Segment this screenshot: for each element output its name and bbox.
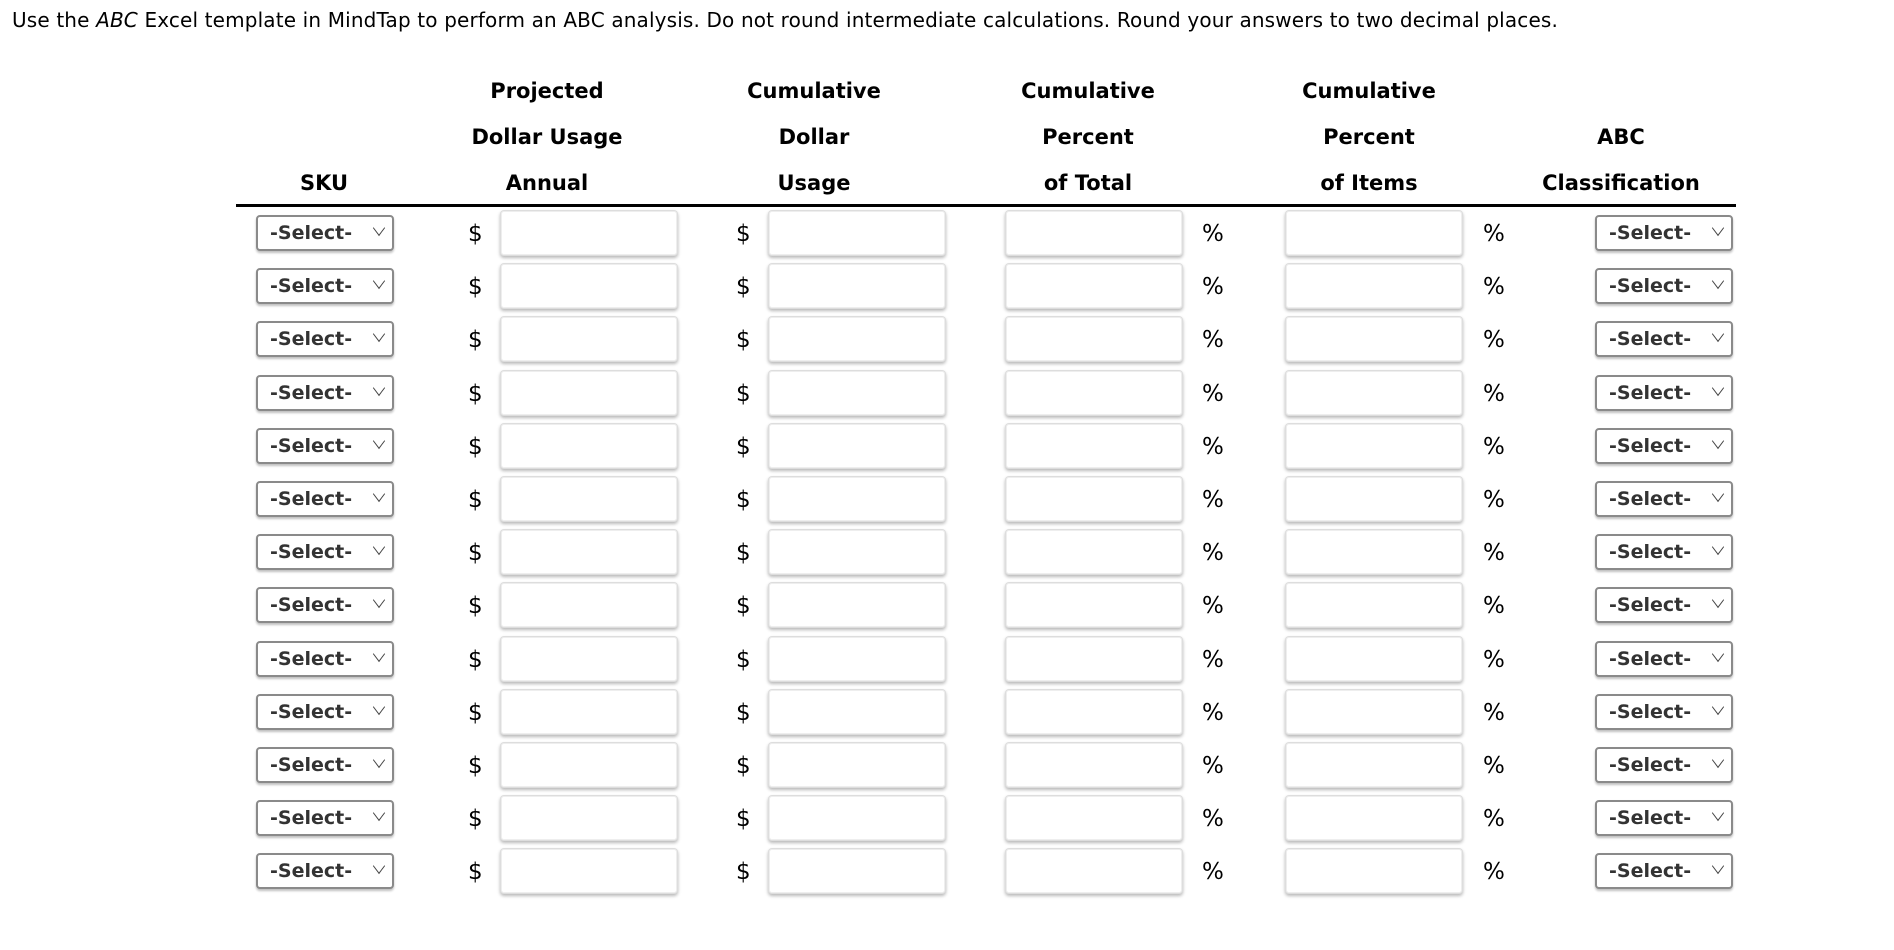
abc-classification-select[interactable] [1595, 587, 1733, 623]
sku-select[interactable] [256, 694, 394, 730]
abc-select-value: -Select- [1609, 860, 1692, 883]
sku-select[interactable] [256, 481, 394, 517]
sku-select-value: -Select- [270, 594, 353, 617]
dollar-sign: $ [736, 380, 751, 407]
table-row [0, 643, 1894, 696]
chevron-down-icon [1712, 539, 1724, 555]
dollar-sign: $ [468, 327, 483, 354]
sku-select[interactable] [256, 641, 394, 677]
projected-dollar-usage-input[interactable] [500, 795, 678, 841]
sku-select[interactable] [256, 534, 394, 570]
sku-select-value: -Select- [270, 541, 353, 564]
cumulative-percent-total-input[interactable] [1005, 210, 1183, 256]
instructions [12, 8, 1558, 32]
percent-sign: % [1483, 274, 1505, 301]
cumulative-dollar-usage-input[interactable] [768, 848, 946, 894]
table-row [0, 855, 1894, 908]
percent-sign: % [1483, 380, 1505, 407]
percent-sign: % [1202, 540, 1224, 567]
dollar-sign: $ [736, 646, 751, 673]
percent-sign: % [1202, 593, 1224, 620]
cumulative-dollar-usage-input[interactable] [768, 529, 946, 575]
percent-sign: % [1202, 699, 1224, 726]
sku-select-value: -Select- [270, 222, 353, 244]
abc-classification-select[interactable] [1595, 428, 1733, 464]
cumulative-dollar-usage-input[interactable] [768, 423, 946, 469]
projected-dollar-usage-input[interactable] [500, 582, 678, 628]
cumulative-percent-total-input[interactable] [1005, 370, 1183, 416]
percent-sign: % [1202, 806, 1224, 833]
sku-select-value: -Select- [270, 381, 353, 404]
sku-select[interactable] [256, 428, 394, 464]
dollar-sign: $ [736, 540, 751, 567]
abc-classification-select[interactable] [1595, 747, 1733, 783]
header-line: Dollar [778, 125, 850, 149]
dollar-sign: $ [736, 433, 751, 460]
projected-dollar-usage-input[interactable] [500, 529, 678, 575]
cumulative-dollar-usage-input[interactable] [768, 689, 946, 735]
instructions-text: Use the [12, 8, 97, 32]
chevron-down-icon [1712, 752, 1724, 768]
percent-sign: % [1483, 646, 1505, 673]
chevron-down-icon [373, 220, 385, 236]
sku-select-value: -Select- [270, 647, 353, 670]
table-row [0, 377, 1894, 430]
abc-classification-select[interactable] [1595, 375, 1733, 411]
dollar-sign: $ [468, 753, 483, 779]
chevron-down-icon [1712, 486, 1724, 502]
dollar-sign: $ [468, 699, 483, 726]
chevron-down-icon [373, 486, 385, 502]
header-line: Annual [505, 171, 589, 195]
header-line: of Total [1043, 171, 1133, 195]
sku-select-value: -Select- [270, 434, 353, 457]
abc-classification-select[interactable] [1595, 641, 1733, 677]
sku-select-value: -Select- [270, 275, 353, 298]
cumulative-dollar-usage-input[interactable] [768, 476, 946, 522]
dollar-sign: $ [468, 380, 483, 407]
percent-sign: % [1202, 859, 1224, 886]
sku-select[interactable] [256, 587, 394, 623]
projected-dollar-usage-input[interactable] [500, 263, 678, 309]
dollar-sign: $ [468, 221, 483, 247]
sku-select-value: -Select- [270, 807, 353, 830]
cumulative-percent-items-input[interactable] [1285, 423, 1463, 469]
chevron-down-icon [1712, 699, 1724, 715]
projected-dollar-usage-input[interactable] [500, 636, 678, 682]
chevron-down-icon [373, 646, 385, 662]
chevron-down-icon [1712, 220, 1724, 236]
percent-sign: % [1202, 646, 1224, 673]
dollar-sign: $ [736, 806, 751, 833]
cumulative-percent-items-input[interactable] [1285, 370, 1463, 416]
percent-sign: % [1483, 433, 1505, 460]
dollar-sign: $ [468, 806, 483, 833]
instructions-emphasis: ABC [96, 8, 138, 32]
cumulative-percent-items-input[interactable] [1285, 689, 1463, 735]
header-divider [236, 204, 1736, 207]
instructions-text: Excel template in MindTap to perform an ABC analysis. Do not round intermediate calculations. Round your answers to two decimal places. [137, 8, 1558, 32]
abc-select-value: -Select- [1609, 700, 1692, 723]
abc-select-value: -Select- [1609, 647, 1692, 670]
cumulative-percent-items-input[interactable] [1285, 210, 1463, 256]
chevron-down-icon [373, 380, 385, 396]
percent-sign: % [1483, 540, 1505, 567]
sku-select-value: -Select- [270, 700, 353, 723]
header-line: ABC [1597, 125, 1645, 149]
cumulative-percent-items-input[interactable] [1285, 476, 1463, 522]
percent-sign: % [1483, 487, 1505, 513]
projected-dollar-usage-input[interactable] [500, 848, 678, 894]
cumulative-percent-total-input[interactable] [1005, 263, 1183, 309]
table-row [0, 749, 1894, 802]
dollar-sign: $ [468, 646, 483, 673]
cumulative-dollar-usage-input[interactable] [768, 582, 946, 628]
header-line: Usage [777, 171, 851, 195]
dollar-sign: $ [468, 487, 483, 513]
header-line: Classification [1542, 171, 1700, 195]
cumulative-percent-total-input[interactable] [1005, 689, 1183, 735]
projected-dollar-usage-input[interactable] [500, 689, 678, 735]
abc-classification-select[interactable] [1595, 534, 1733, 570]
header-line: Percent [1323, 125, 1415, 149]
cumulative-percent-total-input[interactable] [1005, 636, 1183, 682]
percent-sign: % [1483, 806, 1505, 833]
percent-sign: % [1202, 380, 1224, 407]
projected-dollar-usage-input[interactable] [500, 423, 678, 469]
header-projected-dollar-usage [417, 68, 677, 206]
percent-sign: % [1483, 753, 1505, 779]
chevron-down-icon [1712, 273, 1724, 289]
sku-select[interactable] [256, 375, 394, 411]
dollar-sign: $ [736, 221, 751, 247]
cumulative-dollar-usage-input[interactable] [768, 742, 946, 788]
abc-classification-select[interactable] [1595, 321, 1733, 357]
table-row [0, 589, 1894, 642]
cumulative-percent-items-input[interactable] [1285, 263, 1463, 309]
cumulative-percent-total-input[interactable] [1005, 476, 1183, 522]
table-row [0, 536, 1894, 589]
chevron-down-icon [373, 699, 385, 715]
table-row [0, 802, 1894, 855]
chevron-down-icon [1712, 858, 1724, 874]
abc-select-value: -Select- [1609, 807, 1692, 830]
chevron-down-icon [1712, 380, 1724, 396]
header-line [1491, 68, 1751, 114]
cumulative-percent-items-input[interactable] [1285, 742, 1463, 788]
chevron-down-icon [373, 433, 385, 449]
table-row [0, 483, 1894, 536]
cumulative-percent-items-input[interactable] [1285, 848, 1463, 894]
header-line: Cumulative [1021, 79, 1155, 103]
cumulative-dollar-usage-input[interactable] [768, 370, 946, 416]
projected-dollar-usage-input[interactable] [500, 476, 678, 522]
cumulative-percent-total-input[interactable] [1005, 582, 1183, 628]
abc-select-value: -Select- [1609, 328, 1692, 351]
percent-sign: % [1202, 753, 1224, 779]
cumulative-percent-total-input[interactable] [1005, 848, 1183, 894]
abc-select-value: -Select- [1609, 754, 1692, 776]
header-sku [194, 68, 454, 206]
chevron-down-icon [373, 752, 385, 768]
abc-classification-select[interactable] [1595, 268, 1733, 304]
table-row [0, 323, 1894, 376]
chevron-down-icon [1712, 592, 1724, 608]
cumulative-percent-total-input[interactable] [1005, 795, 1183, 841]
dollar-sign: $ [736, 327, 751, 354]
chevron-down-icon [1712, 805, 1724, 821]
header-line: Cumulative [747, 79, 881, 103]
dollar-sign: $ [736, 593, 751, 620]
chevron-down-icon [1712, 326, 1724, 342]
abc-select-value: -Select- [1609, 275, 1692, 298]
percent-sign: % [1202, 433, 1224, 460]
cumulative-percent-items-input[interactable] [1285, 636, 1463, 682]
percent-sign: % [1483, 699, 1505, 726]
cumulative-percent-items-input[interactable] [1285, 795, 1463, 841]
abc-select-value: -Select- [1609, 381, 1692, 404]
header-line: SKU [299, 171, 349, 195]
dollar-sign: $ [736, 859, 751, 886]
projected-dollar-usage-input[interactable] [500, 316, 678, 362]
dollar-sign: $ [736, 753, 751, 779]
header-line [194, 68, 454, 114]
header-line: Projected [490, 79, 604, 103]
chevron-down-icon [1712, 433, 1724, 449]
sku-select-value: -Select- [270, 754, 353, 776]
sku-select[interactable] [256, 321, 394, 357]
sku-select[interactable] [256, 747, 394, 783]
cumulative-dollar-usage-input[interactable] [768, 263, 946, 309]
table-row [0, 270, 1894, 323]
percent-sign: % [1202, 274, 1224, 301]
cumulative-percent-items-input[interactable] [1285, 582, 1463, 628]
sku-select[interactable] [256, 268, 394, 304]
cumulative-percent-items-input[interactable] [1285, 316, 1463, 362]
dollar-sign: $ [736, 487, 751, 513]
abc-select-value: -Select- [1609, 594, 1692, 617]
sku-select-value: -Select- [270, 860, 353, 883]
header-cumulative-dollar-usage [684, 68, 944, 206]
abc-select-value: -Select- [1609, 541, 1692, 564]
abc-classification-select[interactable] [1595, 800, 1733, 836]
percent-sign: % [1202, 221, 1224, 247]
percent-sign: % [1202, 487, 1224, 513]
percent-sign: % [1202, 327, 1224, 354]
abc-classification-select[interactable] [1595, 481, 1733, 517]
abc-select-value: -Select- [1609, 222, 1692, 244]
cumulative-percent-total-input[interactable] [1005, 529, 1183, 575]
cumulative-percent-total-input[interactable] [1005, 423, 1183, 469]
header-abc-classification [1491, 68, 1751, 206]
table-row [0, 696, 1894, 749]
sku-select-value: -Select- [270, 328, 353, 351]
cumulative-dollar-usage-input[interactable] [768, 636, 946, 682]
sku-select[interactable] [256, 853, 394, 889]
dollar-sign: $ [736, 274, 751, 301]
abc-classification-select[interactable] [1595, 694, 1733, 730]
percent-sign: % [1483, 859, 1505, 886]
dollar-sign: $ [736, 699, 751, 726]
chevron-down-icon [373, 805, 385, 821]
table-row [0, 430, 1894, 483]
chevron-down-icon [373, 326, 385, 342]
dollar-sign: $ [468, 274, 483, 301]
cumulative-dollar-usage-input[interactable] [768, 210, 946, 256]
dollar-sign: $ [468, 593, 483, 620]
cumulative-percent-total-input[interactable] [1005, 316, 1183, 362]
abc-select-value: -Select- [1609, 434, 1692, 457]
percent-sign: % [1483, 221, 1505, 247]
header-cumulative-percent-total [958, 68, 1218, 206]
chevron-down-icon [373, 592, 385, 608]
chevron-down-icon [373, 539, 385, 555]
percent-sign: % [1483, 593, 1505, 620]
dollar-sign: $ [468, 859, 483, 886]
projected-dollar-usage-input[interactable] [500, 742, 678, 788]
header-line: Percent [1042, 125, 1134, 149]
cumulative-dollar-usage-input[interactable] [768, 316, 946, 362]
sku-select[interactable] [256, 215, 394, 251]
header-line: Dollar Usage [471, 125, 623, 149]
abc-select-value: -Select- [1609, 488, 1692, 510]
cumulative-percent-total-input[interactable] [1005, 742, 1183, 788]
sku-select-value: -Select- [270, 488, 353, 510]
header-line: of Items [1320, 171, 1418, 195]
dollar-sign: $ [468, 433, 483, 460]
header-line: Cumulative [1302, 79, 1436, 103]
chevron-down-icon [373, 858, 385, 874]
projected-dollar-usage-input[interactable] [500, 210, 678, 256]
chevron-down-icon [373, 273, 385, 289]
projected-dollar-usage-input[interactable] [500, 370, 678, 416]
cumulative-dollar-usage-input[interactable] [768, 795, 946, 841]
header-cumulative-percent-items [1239, 68, 1499, 206]
chevron-down-icon [1712, 646, 1724, 662]
dollar-sign: $ [468, 540, 483, 567]
percent-sign: % [1483, 327, 1505, 354]
header-line [194, 114, 454, 160]
sku-select[interactable] [256, 800, 394, 836]
cumulative-percent-items-input[interactable] [1285, 529, 1463, 575]
table-row [0, 217, 1894, 270]
abc-classification-select[interactable] [1595, 215, 1733, 251]
abc-classification-select[interactable] [1595, 853, 1733, 889]
